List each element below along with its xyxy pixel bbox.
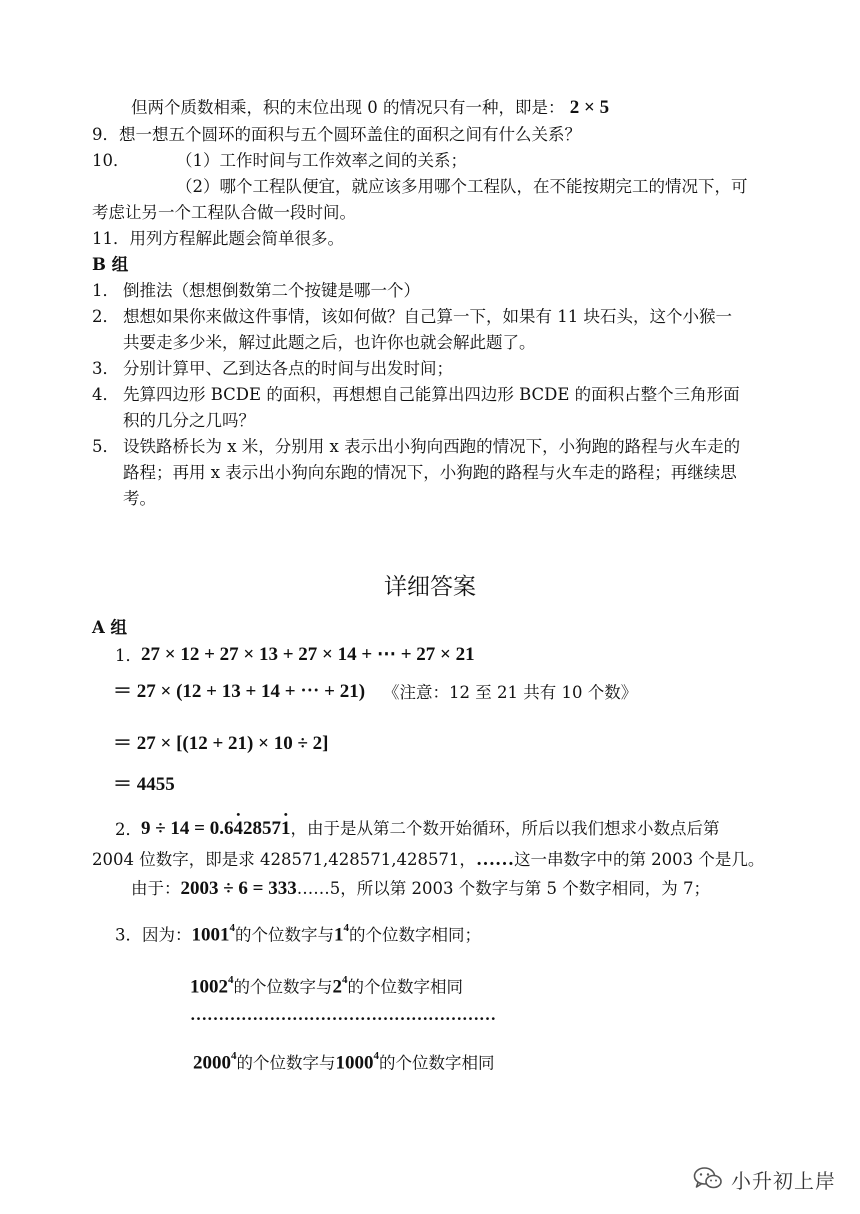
q2-line-3	[131, 877, 710, 901]
b-item-2-line-1: 想想如果你来做这件事情，该如何做？自己算一下，如果有 11 块石头，这个小猴一	[123, 307, 732, 326]
q3-row-1-exp-b: 4	[343, 922, 349, 934]
group-b-heading: B 组	[92, 255, 129, 274]
q3-row-2-tail: 的个位数字相同	[347, 977, 463, 997]
q1-line-2: ＝ 27 × (12 + 13 + 14 + ⋯ + 21)	[113, 681, 366, 702]
b-item-5-number: 5．	[92, 437, 119, 456]
q2-text-3-prefix: 由于：	[131, 879, 181, 898]
q3-row-2-base-b: 2	[332, 976, 342, 998]
q2-expression: 9 ÷ 14 = 0.6	[141, 818, 234, 839]
b-item-3-line-1: 分别计算甲、乙到达各点的时间与出发时间；	[123, 359, 453, 378]
q3-row-3-exp-b: 4	[373, 1050, 379, 1062]
b-item-1-line-1: 倒推法（想想倒数第二个按键是哪一个）	[123, 281, 420, 300]
q3-row-1-exp-a: 4	[229, 922, 235, 934]
q1-line-3: ＝ 27 × [(12 + 21) × 10 ÷ 2]	[113, 733, 329, 754]
wechat-icon	[693, 1166, 723, 1192]
q3-row-2-base-a: 1002	[190, 976, 228, 998]
b-item-3-number: 3．	[92, 359, 119, 378]
hint-8-math: 2 × 5	[569, 97, 610, 118]
q2-text-1: ，由于是从第二个数开始循环，所后以我们想求小数点后第	[290, 819, 720, 838]
q3-row-1-base-b: 1	[334, 924, 344, 946]
answers-title: 详细答案	[384, 574, 476, 600]
q2-text-3-suffix: ……5，所以第 2003 个数字与第 5 个数字相同，为 7；	[296, 879, 710, 898]
b-item-5-line-1: 设铁路桥长为 x 米，分别用 x 表示出小狗向西跑的情况下，小狗跑的路程与火车走的	[123, 437, 741, 456]
q3-row-3-base-b: 1000	[335, 1052, 374, 1074]
q3-row-1-tail: 的个位数字相同；	[349, 925, 481, 945]
q3-row-3-mid: 的个位数字与	[236, 1053, 336, 1073]
footer-brand: 小升初上岸	[731, 1168, 836, 1193]
hint-8-text: 但两个质数相乘，积的末位出现 0 的情况只有一种，即是：	[131, 98, 565, 117]
q3-line-2	[190, 970, 463, 999]
b-item-2-line-2: 共要走多少米，解过此题之后，也许你也就会解此题了。	[123, 333, 536, 352]
hint-item-9: 9．想一想五个圆环的面积与五个圆环盖住的面积之间有什么关系？	[92, 125, 581, 144]
q2-line-1	[141, 817, 720, 841]
b-item-4-line-2: 积的几分之几吗？	[123, 411, 255, 430]
q3-row-3-tail: 的个位数字相同	[379, 1053, 495, 1073]
q3-row-2-mid: 的个位数字与	[233, 977, 333, 997]
q1-line-1: 27 × 12 + 27 × 13 + 27 × 14 + ⋯ + 27 × 21	[141, 644, 475, 665]
hint-item-11: 11．用列方程解此题会简单很多。	[92, 229, 344, 248]
b-item-4-line-1: 先算四边形 BCDE 的面积，再想想自己能算出四边形 BCDE 的面积占整个三角形面	[123, 385, 740, 404]
hint-8-tail	[131, 96, 609, 120]
hint-item-10-part2-a: （2）哪个工程队便宜，就应该多用哪个工程队，在不能按期完工的情况下，可	[176, 177, 748, 196]
q3-row-3-exp-a: 4	[231, 1050, 237, 1062]
q1-note: 《注意：12 至 21 共有 10 个数》	[383, 683, 638, 702]
q3-intro: 因为：	[142, 925, 192, 945]
q1-number: 1．	[115, 646, 142, 665]
b-item-5-line-2: 路程；再用 x 表示出小狗向东跑的情况下，小狗跑的路程与火车走的路程；再继续思	[123, 463, 737, 482]
q2-repeat-mid-digits: 2857	[243, 818, 282, 839]
q2-repeat-end-digit: • 1	[281, 817, 291, 841]
q3-row-2-exp-b: 4	[342, 974, 348, 986]
q3-line-1	[115, 918, 481, 947]
q2-repeat-start-digit: • 4	[234, 817, 244, 841]
q2-number: 2．	[115, 820, 142, 839]
q3-dots: ………………………………………………	[190, 1005, 496, 1024]
b-item-1-number: 1．	[92, 281, 119, 300]
b-item-4-number: 4．	[92, 385, 119, 404]
b-item-5-line-3: 考。	[123, 489, 156, 508]
q2-text-2-tail: 这一串数字中的第 2003 个是几。	[513, 850, 765, 869]
footer-watermark	[693, 1163, 836, 1195]
q2-line-2	[92, 848, 764, 872]
q2-ellipsis: ……	[475, 849, 514, 870]
q3-number: 3．	[115, 925, 142, 945]
q2-text-3-math: 2003 ÷ 6 = 333	[180, 878, 297, 899]
hint-item-10-part2-b: 考虑让另一个工程队合做一段时间。	[92, 203, 356, 222]
q3-row-3-base-a: 2000	[193, 1052, 231, 1074]
hint-item-10-part1: （1）工作时间与工作效率之间的关系；	[176, 151, 467, 170]
hint-item-10-number: 10．	[92, 151, 130, 170]
b-item-2-number: 2．	[92, 307, 119, 326]
q3-row-1-base-a: 1001	[191, 924, 230, 946]
q3-row-1-mid: 的个位数字与	[235, 925, 334, 945]
q3-row-2-exp-a: 4	[228, 974, 234, 986]
q2-text-2: 2004 位数字，即是求 428571,428571,428571，	[92, 850, 476, 869]
q3-line-3	[193, 1046, 495, 1075]
q1-line-4: ＝ 4455	[113, 774, 175, 795]
group-a-heading: A 组	[92, 618, 128, 637]
